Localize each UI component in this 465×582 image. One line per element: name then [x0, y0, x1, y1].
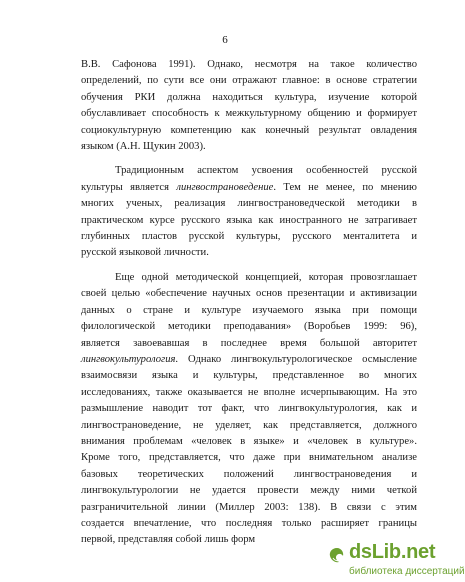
- text-line: Кроме того, представляется, что даже при внимательном анализе: [81, 452, 417, 464]
- dslib-watermark[interactable]: [325, 540, 465, 582]
- text-line: данных о стране и культуре изучаемого языка при помощи: [81, 304, 417, 316]
- text-line: филологической методики преподавания» (Воробьев 1999: 96),: [81, 321, 417, 333]
- text-line: является завоевавшая в последнее время большой авторитет: [81, 337, 417, 349]
- italic-term: лингвострановедение: [176, 181, 274, 193]
- text-line: разграничительной линии (Миллер 2003: 138). В связи с этим: [81, 501, 417, 513]
- text-line: языком (А.Н. Щукин 2003).: [81, 141, 206, 153]
- text-line: социокультурную компетенцию как конечный результат овладения: [81, 124, 417, 136]
- text-line: В.В. Сафонова 1991). Однако, несмотря на такое количество: [81, 59, 417, 70]
- text-line: взаимосвязи языка и культуры, представленное во многих: [81, 370, 417, 382]
- text-line: первой, представляя собой лишь форм: [81, 534, 256, 546]
- text-segment: культуры является: [81, 181, 177, 193]
- paragraph-2: [81, 163, 417, 261]
- text-line: многих ученых, реализация лингвострановедческой методики в: [81, 198, 417, 210]
- text-line: русской языковой личности.: [81, 247, 209, 259]
- text-segment: . Однако лингвокультурологическое осмысление: [175, 353, 417, 365]
- paragraph-1: [81, 57, 417, 155]
- page-number: 6: [222, 34, 228, 46]
- paragraph-gap: [81, 262, 417, 270]
- text-line: создается впечатление, что последняя только расширяет границы: [81, 517, 417, 529]
- document-body: [81, 57, 417, 549]
- paragraph-gap: [81, 155, 417, 163]
- text-line: исследованиях, также оказывается не вполне исчерпывающим. На это: [81, 386, 417, 398]
- text-line: обучения РКИ должна находиться культура, изучение которой: [81, 91, 417, 103]
- text-line: Традиционным аспектом усвоения особенностей русской: [115, 165, 417, 177]
- text-line: внимания проблемам «человек в языке» и «человек в культуре».: [81, 435, 417, 447]
- text-line: своей целью «обеспечение научных основ презентации и активизации: [81, 288, 417, 300]
- text-line: лингвострановедение, не уделяет, как представляется, должного: [81, 419, 417, 431]
- text-line: Еще одной методической концепцией, которая провозглашает: [115, 271, 417, 283]
- paragraph-3: [81, 270, 417, 549]
- text-line: размышление наводит тот факт, что лингвокультурология, как и: [81, 403, 417, 415]
- text-line-mixed: [81, 352, 417, 368]
- watermark-subtitle: библиотека диссертаций: [349, 566, 465, 577]
- text-line: базовых теоретических положений лингвострановедения и: [81, 468, 417, 480]
- text-line: практическом курсе русского языка как иностранного не затрагивает: [81, 214, 417, 226]
- text-line-mixed: [81, 180, 417, 196]
- text-line: глубинных пластов русской культуры, русского менталитета и: [81, 231, 417, 243]
- watermark-title: dsLib.net: [349, 541, 436, 563]
- italic-term: лингвокультурология: [81, 353, 176, 365]
- text-line: лингвокультурологии не удается провести между ними четкой: [81, 485, 417, 497]
- text-line: обуславливает способность к межкультурному общению и формирует: [81, 108, 417, 120]
- text-segment: . Тем не менее, по мнению: [273, 181, 417, 193]
- book-swirl-icon: [327, 546, 347, 566]
- text-line: определений, по сути все они отражают главное: в основе стратегии: [81, 75, 417, 87]
